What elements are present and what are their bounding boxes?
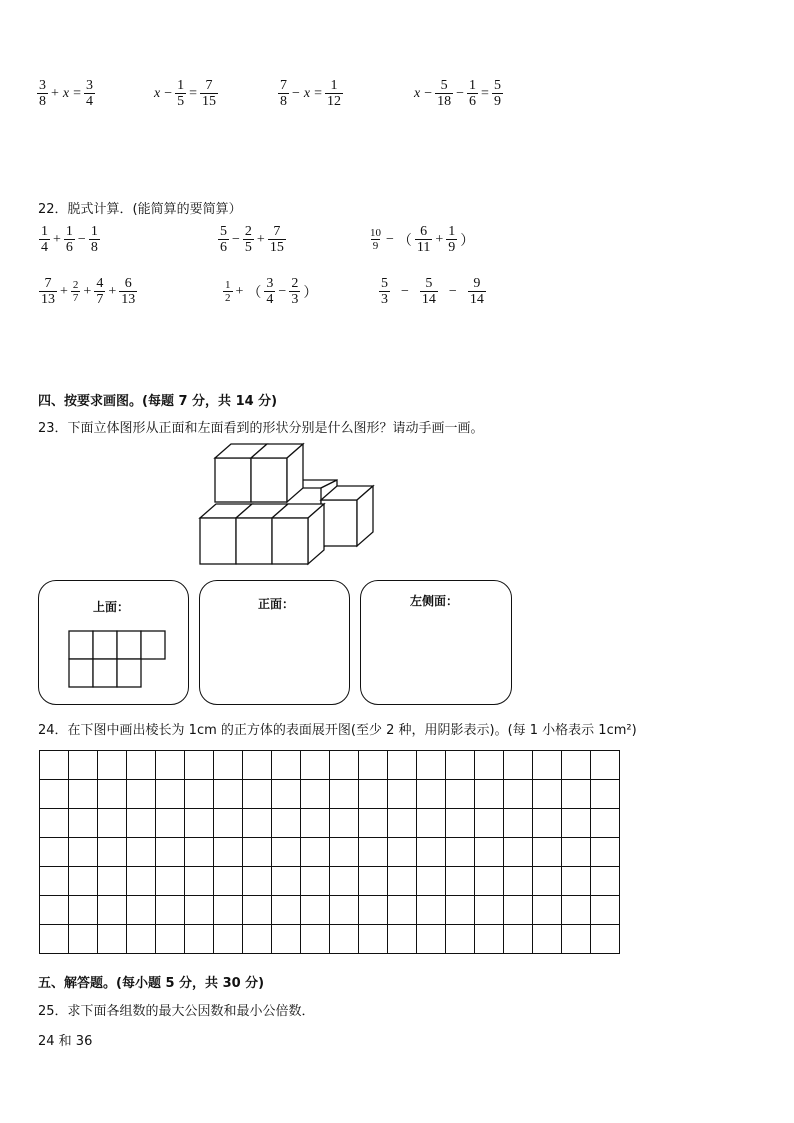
grid-cell[interactable] [446, 751, 475, 780]
grid-cell[interactable] [446, 925, 475, 954]
grid-cell[interactable] [359, 838, 388, 867]
grid-cell[interactable] [69, 780, 98, 809]
grid-cell[interactable] [40, 838, 69, 867]
section-4-title: 四、按要求画图。(每题 7 分，共 14 分) [38, 394, 278, 409]
grid-cell[interactable] [504, 809, 533, 838]
grid-cell[interactable] [359, 867, 388, 896]
operator: − [386, 231, 394, 247]
operator: + [51, 85, 59, 101]
operator: − [456, 85, 465, 101]
grid-cell[interactable] [127, 809, 156, 838]
grid-cell[interactable] [330, 780, 359, 809]
grid-cell[interactable] [214, 896, 243, 925]
grid-cell[interactable] [359, 896, 388, 925]
top-view-drawing [68, 630, 168, 690]
grid-cell[interactable] [562, 925, 591, 954]
grid-cell[interactable] [388, 780, 417, 809]
grid-cell[interactable] [504, 838, 533, 867]
grid-cell[interactable] [69, 925, 98, 954]
grid-cell[interactable] [156, 809, 185, 838]
grid-cell[interactable] [417, 925, 446, 954]
grid-cell[interactable] [533, 838, 562, 867]
grid-cell[interactable] [156, 867, 185, 896]
grid-cell[interactable] [388, 896, 417, 925]
grid-cell[interactable] [243, 867, 272, 896]
grid-cell[interactable] [301, 925, 330, 954]
variable-x: x [303, 85, 311, 101]
grid-cell[interactable] [272, 809, 301, 838]
grid-cell[interactable] [127, 896, 156, 925]
grid-cell[interactable] [591, 838, 620, 867]
operator: = [314, 85, 323, 101]
grid-cell[interactable] [272, 925, 301, 954]
fraction: $\frac{5}{18}$ [437, 78, 452, 109]
equation-1 [36, 78, 96, 109]
operator: + [53, 231, 61, 247]
grid-cell[interactable] [156, 896, 185, 925]
grid-cell[interactable] [417, 780, 446, 809]
grid-cell[interactable] [243, 838, 272, 867]
grid-cell[interactable] [591, 867, 620, 896]
fraction: $\frac{7}{15}$ [202, 78, 217, 109]
grid-cell[interactable] [475, 751, 504, 780]
grid-cell[interactable] [185, 925, 214, 954]
front-view-label: 正面： [258, 597, 295, 611]
grid-cell[interactable] [214, 838, 243, 867]
grid-cell[interactable] [185, 809, 214, 838]
fraction: $\frac{9}{14}$ [469, 276, 484, 307]
grid-cell[interactable] [185, 896, 214, 925]
grid-cell[interactable] [69, 838, 98, 867]
grid-cell[interactable] [272, 751, 301, 780]
operator: + [256, 231, 265, 247]
operator: − [448, 283, 457, 299]
grid-cell[interactable] [475, 809, 504, 838]
grid-cell[interactable] [533, 809, 562, 838]
fraction: $\frac{5}{3}$ [381, 276, 388, 307]
fraction: $\frac{3}{4}$ [86, 78, 94, 109]
operator: − [292, 85, 300, 101]
grid-cell[interactable] [69, 809, 98, 838]
grid-cell[interactable] [98, 838, 127, 867]
operator: + [235, 283, 244, 299]
fraction: $\frac{3}{8}$ [39, 78, 46, 109]
operator: ） [460, 233, 475, 249]
grid-cell[interactable] [388, 809, 417, 838]
grid-cell[interactable] [40, 896, 69, 925]
grid-cell[interactable] [591, 925, 620, 954]
grid-cell[interactable] [330, 896, 359, 925]
grid-cell[interactable] [127, 867, 156, 896]
grid-cell[interactable] [301, 838, 330, 867]
operator: + [83, 283, 92, 299]
grid-cell[interactable] [330, 751, 359, 780]
grid-cell[interactable] [446, 809, 475, 838]
fraction: $\frac{1}{2}$ [225, 279, 231, 304]
grid-cell[interactable] [214, 780, 243, 809]
grid-cell[interactable] [475, 867, 504, 896]
grid-cell[interactable] [388, 925, 417, 954]
grid-cell[interactable] [504, 896, 533, 925]
fraction: $\frac{5}{9}$ [493, 78, 501, 109]
grid-cell[interactable] [214, 867, 243, 896]
fraction: $\frac{2}{7}$ [72, 279, 79, 304]
operator: （ [247, 285, 262, 301]
grid-cell[interactable] [417, 838, 446, 867]
grid-cell[interactable] [446, 780, 475, 809]
grid-cell[interactable] [214, 809, 243, 838]
grid-cell[interactable] [98, 751, 127, 780]
grid-cell[interactable] [417, 751, 446, 780]
grid-cell[interactable] [214, 925, 243, 954]
grid-cell[interactable] [243, 896, 272, 925]
grid-cell[interactable] [562, 780, 591, 809]
variable-x: x [154, 85, 161, 101]
fraction: $\frac{1}{6}$ [469, 78, 477, 109]
cube-stack-figure [195, 440, 380, 568]
operator: = [189, 85, 198, 101]
q22-expr-1 [38, 224, 101, 255]
variable-x: x [62, 85, 70, 101]
grid-cell[interactable] [40, 925, 69, 954]
section-5-title: 五、解答题。(每小题 5 分，共 30 分) [38, 976, 265, 991]
fraction: $\frac{4}{7}$ [96, 276, 104, 307]
question-25: 25．求下面各组数的最大公因数和最小公倍数． [38, 1004, 315, 1019]
grid-cell[interactable] [533, 780, 562, 809]
grid-cell[interactable] [359, 780, 388, 809]
grid-cell[interactable] [156, 751, 185, 780]
grid-cell[interactable] [156, 838, 185, 867]
grid-cell[interactable] [243, 751, 272, 780]
grid-cell[interactable] [562, 838, 591, 867]
operator: = [73, 85, 82, 101]
question-25-item: 24 和 36 [38, 1034, 93, 1049]
grid-cell[interactable] [388, 838, 417, 867]
grid-cell[interactable] [475, 838, 504, 867]
grid-cell[interactable] [562, 867, 591, 896]
grid-cell[interactable] [417, 896, 446, 925]
grid-cell[interactable] [69, 867, 98, 896]
grid-cell[interactable] [127, 780, 156, 809]
grid-cell[interactable] [127, 925, 156, 954]
grid-cell[interactable] [475, 925, 504, 954]
drawing-grid[interactable] [39, 750, 620, 954]
operator: − [424, 85, 433, 101]
grid-cell[interactable] [504, 751, 533, 780]
q22-expr-5 [222, 276, 319, 307]
grid-cell[interactable] [562, 809, 591, 838]
operator: − [164, 85, 173, 101]
grid-cell[interactable] [156, 780, 185, 809]
grid-cell[interactable] [359, 925, 388, 954]
grid-cell[interactable] [272, 838, 301, 867]
operator: − [401, 283, 409, 299]
fraction: $\frac{1}{12}$ [327, 78, 342, 109]
fraction: $\frac{6}{13}$ [121, 276, 136, 307]
grid-cell[interactable] [475, 896, 504, 925]
grid-cell[interactable] [301, 896, 330, 925]
grid-cell[interactable] [185, 780, 214, 809]
grid-cell[interactable] [388, 751, 417, 780]
grid-cell[interactable] [69, 751, 98, 780]
grid-cell[interactable] [98, 925, 127, 954]
grid-cell[interactable] [185, 751, 214, 780]
grid-cell[interactable] [533, 925, 562, 954]
fraction: $\frac{1}{4}$ [41, 224, 48, 255]
q22-expr-6 [378, 276, 487, 307]
grid-cell[interactable] [40, 780, 69, 809]
operator: + [108, 283, 117, 299]
operator: − [278, 283, 287, 299]
variable-x: x [414, 85, 421, 101]
fraction: $\frac{2}{3}$ [291, 276, 299, 307]
grid-cell[interactable] [98, 809, 127, 838]
grid-cell[interactable] [330, 809, 359, 838]
grid-cell[interactable] [40, 809, 69, 838]
grid-cell[interactable] [40, 751, 69, 780]
grid-cell[interactable] [243, 925, 272, 954]
grid-cell[interactable] [301, 751, 330, 780]
grid-cell[interactable] [272, 867, 301, 896]
grid-cell[interactable] [446, 896, 475, 925]
fraction: $\frac{10}{9}$ [370, 227, 381, 252]
equation-3 [277, 78, 344, 109]
grid-cell[interactable] [504, 780, 533, 809]
grid-cell[interactable] [591, 780, 620, 809]
equation-2 [152, 78, 219, 109]
grid-cell[interactable] [475, 780, 504, 809]
grid-cell[interactable] [417, 809, 446, 838]
fraction: $\frac{1}{9}$ [448, 224, 456, 255]
q22-expr-4 [38, 276, 138, 307]
question-22-title: 22．脱式计算．(能简算的要简算） [38, 202, 242, 217]
q22-expr-3 [367, 224, 476, 255]
fraction: $\frac{2}{5}$ [244, 224, 252, 255]
grid-cell[interactable] [127, 838, 156, 867]
fraction: $\frac{1}{8}$ [90, 224, 98, 255]
grid-cell[interactable] [301, 780, 330, 809]
question-24: 24．在下图中画出棱长为 1cm 的正方体的表面展开图(至少 2 种，用阴影表示)。(每 1 小格表示 1cm²) [38, 723, 637, 738]
operator: ） [303, 285, 318, 301]
operator: + [60, 283, 68, 299]
fraction: $\frac{7}{13}$ [41, 276, 55, 307]
grid-cell[interactable] [156, 925, 185, 954]
grid-cell[interactable] [98, 867, 127, 896]
grid-cell[interactable] [533, 896, 562, 925]
fraction: $\frac{7}{15}$ [269, 224, 284, 255]
grid-cell[interactable] [359, 809, 388, 838]
operator: − [232, 231, 240, 247]
equation-4 [412, 78, 504, 109]
grid-cell[interactable] [359, 751, 388, 780]
grid-cell[interactable] [446, 838, 475, 867]
grid-cell[interactable] [98, 896, 127, 925]
grid-cell[interactable] [591, 809, 620, 838]
grid-cell[interactable] [301, 867, 330, 896]
grid-cell[interactable] [591, 896, 620, 925]
fraction: $\frac{1}{6}$ [65, 224, 73, 255]
grid-cell[interactable] [69, 896, 98, 925]
grid-cell[interactable] [301, 809, 330, 838]
fraction: $\frac{1}{5}$ [177, 78, 185, 109]
grid-cell[interactable] [504, 925, 533, 954]
fraction: $\frac{7}{8}$ [280, 78, 287, 109]
operator: + [435, 231, 444, 247]
operator: （ [397, 233, 412, 249]
q22-expr-2 [217, 224, 287, 255]
top-view-label: 上面： [93, 600, 130, 614]
grid-cell[interactable] [533, 751, 562, 780]
grid-cell[interactable] [98, 780, 127, 809]
grid-cell[interactable] [243, 809, 272, 838]
grid-cell[interactable] [504, 867, 533, 896]
fraction: $\frac{3}{4}$ [266, 276, 274, 307]
grid-cell[interactable] [562, 896, 591, 925]
grid-cell[interactable] [272, 780, 301, 809]
grid-cell[interactable] [272, 896, 301, 925]
grid-cell[interactable] [417, 867, 446, 896]
grid-cell[interactable] [533, 867, 562, 896]
operator: = [481, 85, 489, 101]
left-view-label: 左侧面： [410, 594, 459, 608]
fraction: $\frac{5}{6}$ [220, 224, 227, 255]
grid-cell[interactable] [243, 780, 272, 809]
grid-cell[interactable] [562, 751, 591, 780]
question-23: 23．下面立体图形从正面和左面看到的形状分别是什么图形？请动手画一画。 [38, 421, 484, 436]
grid-cell[interactable] [185, 838, 214, 867]
fraction: $\frac{6}{11}$ [416, 224, 431, 255]
grid-cell[interactable] [330, 925, 359, 954]
fraction: $\frac{5}{14}$ [421, 276, 436, 307]
grid-cell[interactable] [388, 867, 417, 896]
grid-cell[interactable] [330, 838, 359, 867]
grid-cell[interactable] [446, 867, 475, 896]
grid-cell[interactable] [214, 751, 243, 780]
operator: − [77, 231, 86, 247]
grid-cell[interactable] [330, 867, 359, 896]
grid-cell[interactable] [127, 751, 156, 780]
grid-cell[interactable] [591, 751, 620, 780]
grid-cell[interactable] [40, 867, 69, 896]
grid-cell[interactable] [185, 867, 214, 896]
